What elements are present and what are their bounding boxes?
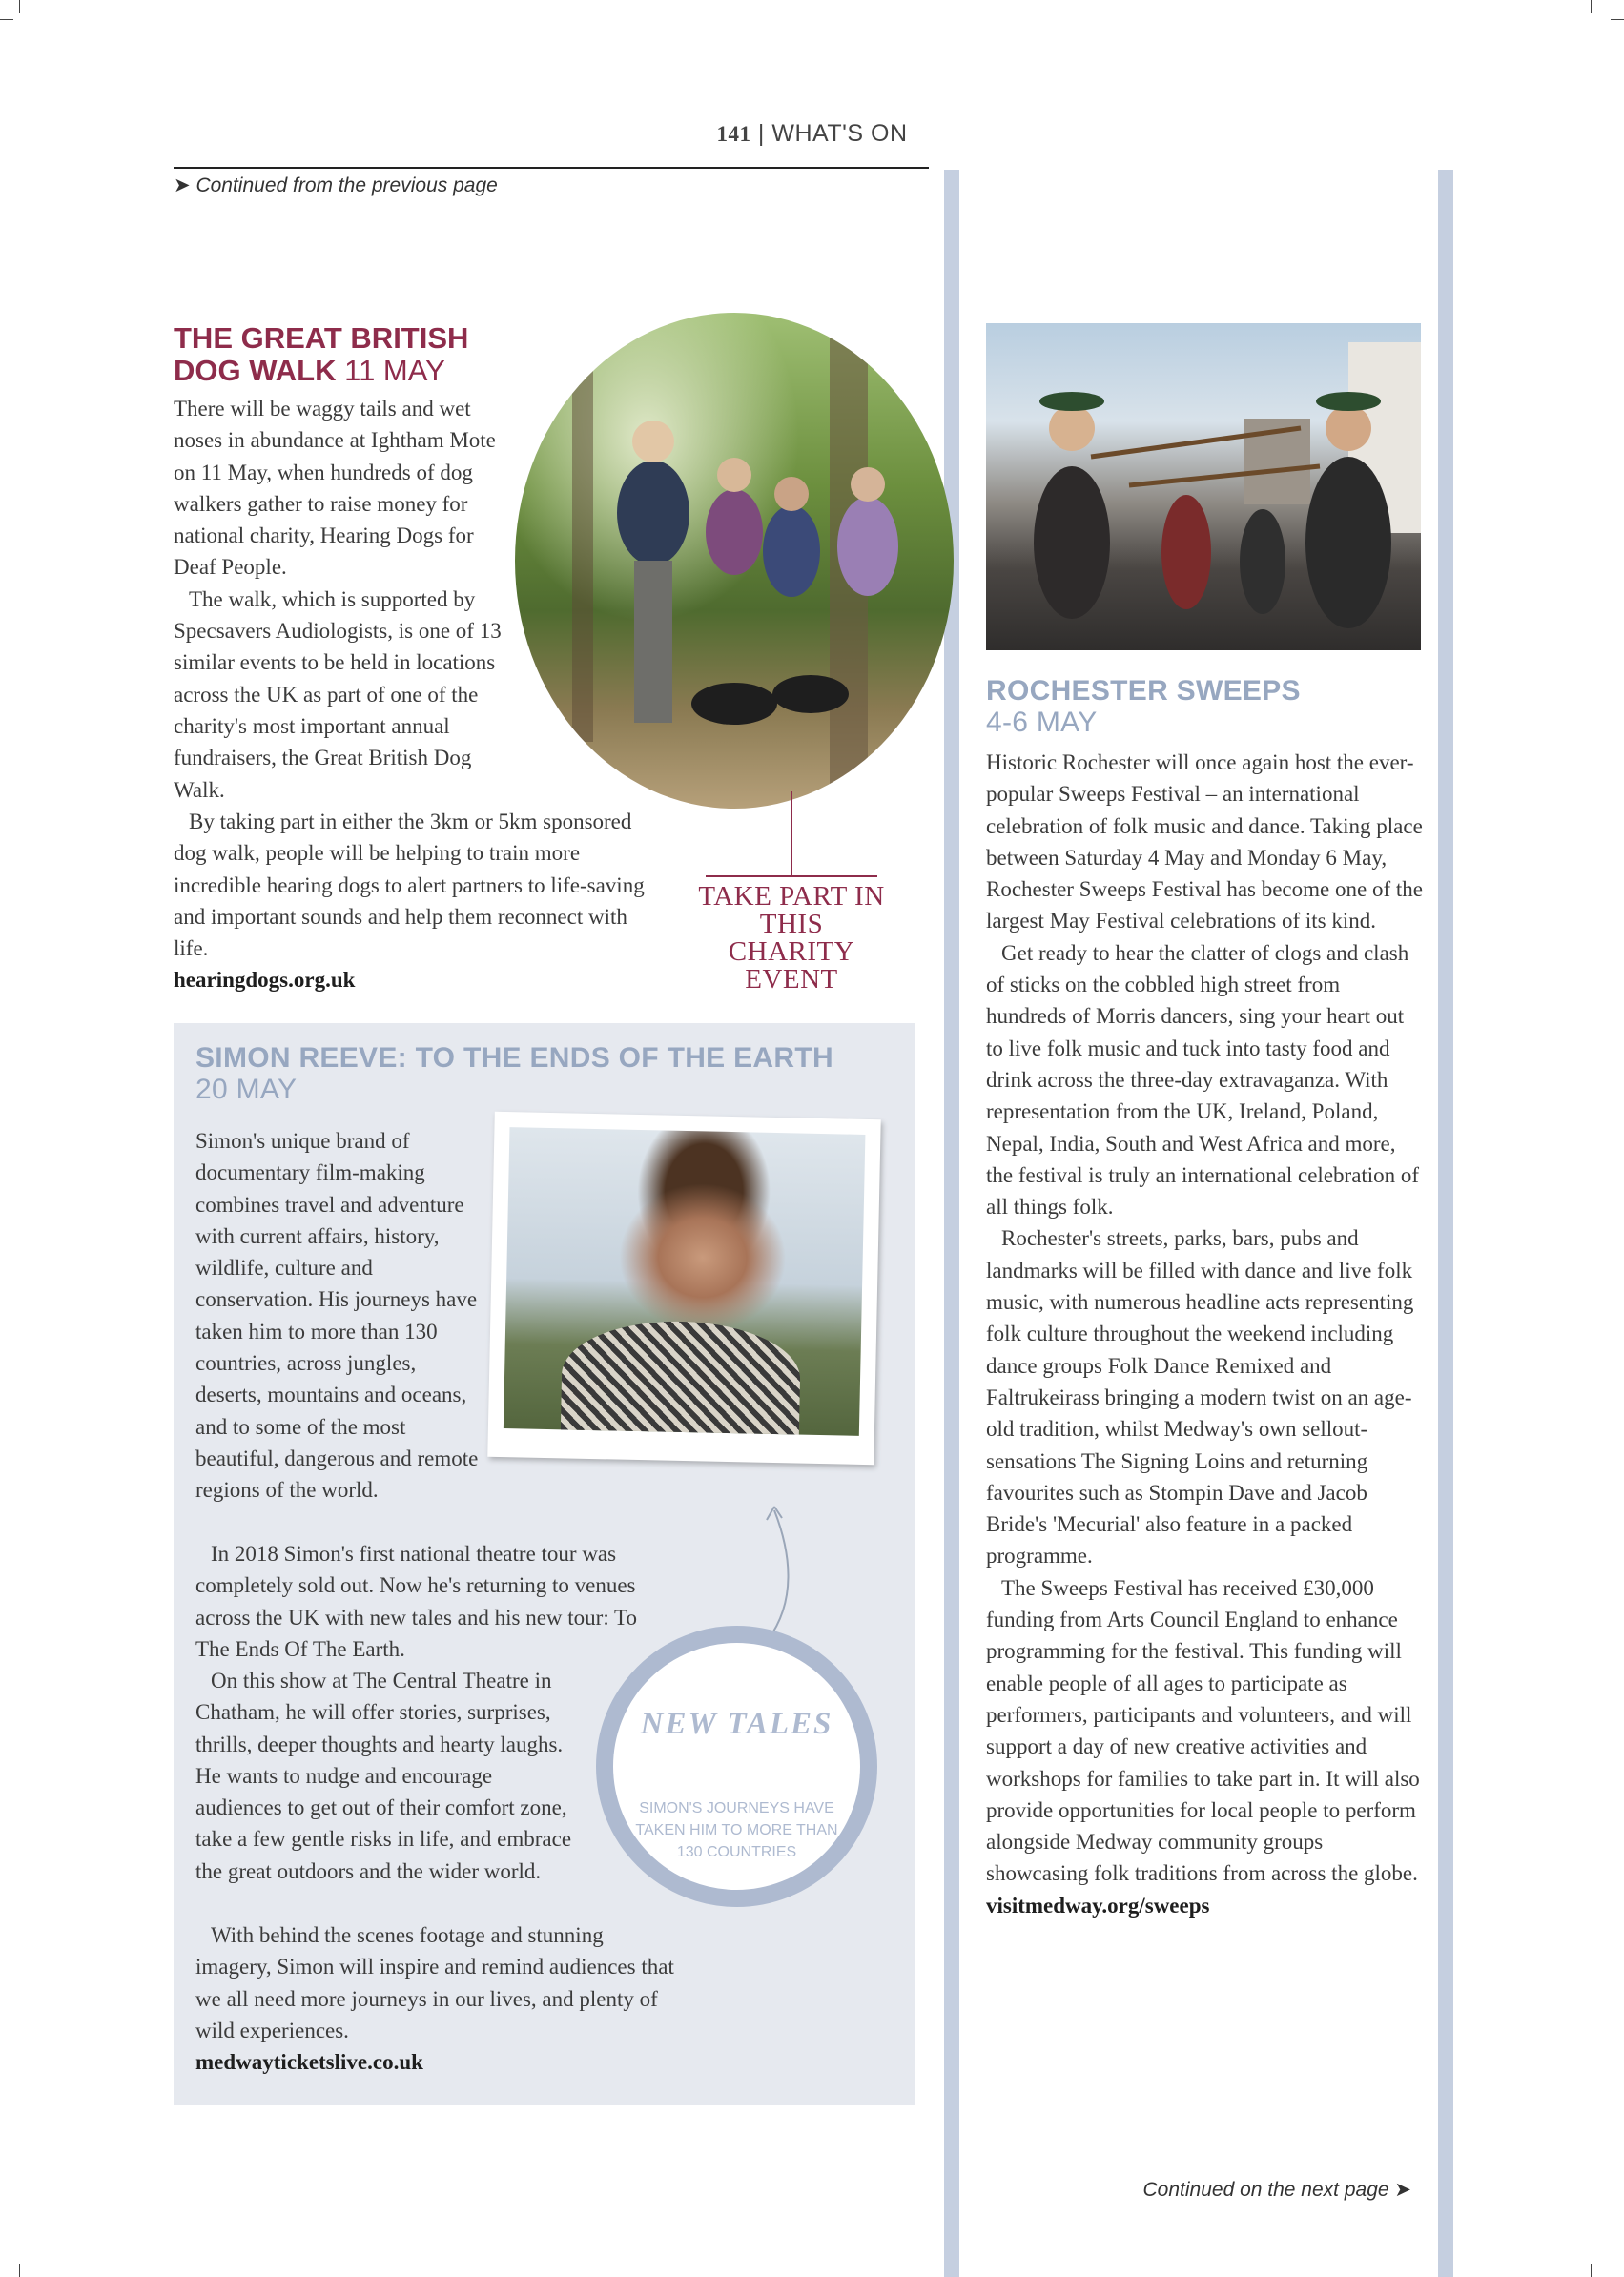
- column-divider-right: [1438, 170, 1453, 2277]
- sweeps-paragraph-3: Rochester's streets, parks, bars, pubs and landmarks will be filled with dance and live folk music, with numerous headline acts representing folk culture throughout the weekend including dance groups Folk Dance Remixed and Faltrukeirass bringing a modern twist on an age-old tradition, whilst Medway's own sellout-sensations The Signing Loins and returning favourites such as Stompin Dave and Jacob Bride's 'Mecurial' also feature in a packed programme.: [986, 1226, 1414, 1569]
- callout-pointer: [791, 791, 792, 877]
- crop-mark-tr: [1591, 0, 1592, 13]
- continued-from: ➤ Continued from the previous page: [174, 174, 498, 196]
- column-divider-left: [944, 170, 959, 2277]
- crop-mark-tr-h: [1611, 19, 1624, 20]
- dog-walk-paragraph-2: The walk, which is supported by Specsavers Audiologists, is one of 13 similar events to be held in locations across the UK as part of one of the charity's most important annual fundraisers, the Great British Dog Walk.: [174, 586, 502, 802]
- simon-reeve-photo: [487, 1112, 880, 1465]
- arrow-right-icon: ➤: [174, 174, 196, 196]
- portrait-image: [504, 1127, 866, 1436]
- sweeps-link[interactable]: visitmedway.org/sweeps: [986, 1893, 1210, 1918]
- dog-walk-photo: [515, 313, 954, 809]
- new-tales-title: NEW TALES: [640, 1707, 833, 1741]
- dog-walk-paragraph-3: By taking part in either the 3km or 5km sponsored dog walk, people will be helping to train more incredible hearing dogs to alert partners to life-saving and important sounds and help them reconnect with life.: [174, 810, 645, 961]
- dog-walk-text-lower: [174, 806, 650, 996]
- curved-arrow-icon: [753, 1497, 811, 1650]
- header-separator: |: [757, 120, 765, 147]
- header-rule: [174, 167, 929, 169]
- crop-mark-br: [1591, 2264, 1592, 2277]
- simon-paragraph-2: In 2018 Simon's first national theatre tour was completely sold out. Now he's returning to venues across the UK with new tales and his new tour: To The Ends Of The Earth.: [195, 1542, 637, 1661]
- section-title: WHAT'S ON: [771, 120, 908, 147]
- dog-walk-heading: THE GREAT BRITISH DOG WALK 11 MAY: [174, 321, 469, 387]
- simon-link[interactable]: medwayticketslive.co.uk: [195, 2050, 423, 2075]
- new-tales-subtitle: SIMON'S JOURNEYS HAVE TAKEN HIM TO MORE THAN 130 COUNTRIES: [635, 1800, 838, 1860]
- simon-paragraph-4: With behind the scenes footage and stunning imagery, Simon will inspire and remind audiences that we all need more journeys in our lives, and plenty of wild experiences.: [195, 1923, 674, 2042]
- simon-text-col-b: [195, 1538, 663, 1665]
- new-tales-badge: [596, 1626, 877, 1907]
- charity-callout: TAKE PART IN THIS CHARITY EVENT: [698, 881, 885, 995]
- simon-text-col-a: [195, 1125, 482, 1507]
- callout-pointer-cap: [706, 875, 877, 877]
- sweeps-text: [986, 747, 1423, 1921]
- continued-on: Continued on the next page ➤: [1142, 2179, 1411, 2201]
- page-number: 141: [716, 122, 751, 146]
- arrow-right-icon: ➤: [1388, 2179, 1411, 2201]
- simon-text-col-d: [195, 1919, 682, 2078]
- dog-walk-illustration: [515, 313, 954, 809]
- simon-text-col-c: [195, 1665, 577, 1887]
- simon-reeve-heading: SIMON REEVE: TO THE ENDS OF THE EARTH 20 MAY: [195, 1042, 833, 1105]
- simon-paragraph-1: Simon's unique brand of documentary film-making combines travel and adventure with current affairs, history, wildlife, culture and conservation. His journeys have taken him to more than 130 countries, across jungles, deserts, mountains and oceans, and to some of the most beautiful, dangerous and remote regions of the world.: [195, 1129, 479, 1503]
- crop-mark-bl: [19, 2264, 20, 2277]
- dog-walk-text-upper: [174, 393, 517, 806]
- dog-walk-link[interactable]: hearingdogs.org.uk: [174, 968, 356, 993]
- sweeps-paragraph-2: Get ready to hear the clatter of clogs and clash of sticks on the cobbled high street from hundreds of Morris dancers, sing your heart out to live folk music and tuck into tasty food and drink across the three-day extravaganza. With representation from the UK, Ireland, Poland, Nepal, India, South and West Africa and more, the festival is truly an international celebration of all things folk.: [986, 940, 1420, 1220]
- simon-paragraph-3: On this show at The Central Theatre in Chatham, he will offer stories, surprises, thrills, deeper thoughts and hearty laughs. He wants to nudge and encourage audiences to get out of their comfort zone, take a few gentle risks in life, and embrace the great outdoors and the wider world.: [195, 1669, 572, 1883]
- sweeps-paragraph-4: The Sweeps Festival has received £30,000 funding from Arts Council England to enhance programming for the festival. This funding will enable people of all ages to participate as performers, participants and volunteers, and will support a day of new creative activities and workshops for families to take part in. It will also provide opportunities for local people to perform alongside Medway community groups showcasing folk traditions from across the globe.: [986, 1575, 1420, 1886]
- crop-mark-tl-h: [0, 19, 13, 20]
- crop-mark-tl: [19, 0, 20, 13]
- sweeps-heading: ROCHESTER SWEEPS 4-6 MAY: [986, 675, 1301, 738]
- sweeps-photo: [986, 323, 1421, 650]
- morris-dancers-illustration: [986, 323, 1421, 650]
- dog-walk-paragraph-1: There will be waggy tails and wet noses in abundance at Ightham Mote on 11 May, when hundreds of dog walkers gather to raise money for national charity, Hearing Dogs for Deaf People.: [174, 397, 496, 580]
- sweeps-paragraph-1: Historic Rochester will once again host the ever-popular Sweeps Festival – an international celebration of folk music and dance. Taking place between Saturday 4 May and Monday 6 May, Rochester Sweeps Festival has become one of the largest May Festival celebrations of its kind.: [986, 750, 1423, 933]
- page-header: [0, 120, 1624, 148]
- scarf-pattern: [561, 1319, 801, 1434]
